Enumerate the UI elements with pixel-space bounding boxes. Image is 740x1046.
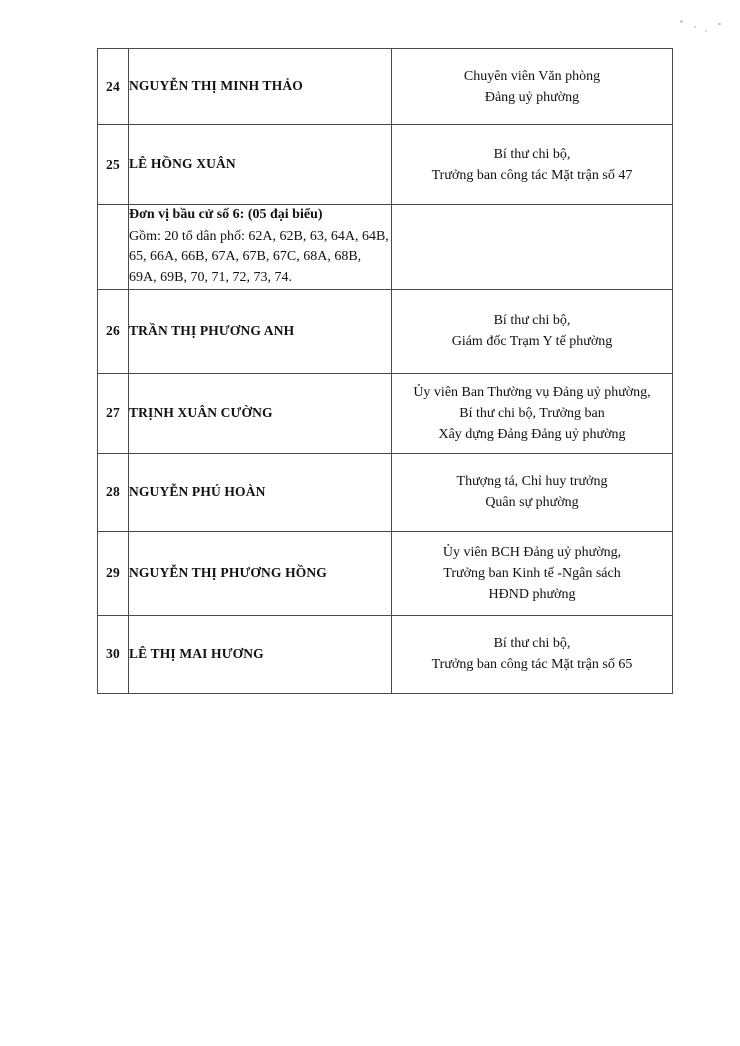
candidate-name-cell: NGUYỄN PHÚ HOÀN	[129, 453, 392, 531]
table-row	[98, 531, 673, 615]
table-row	[98, 125, 673, 205]
row-number-cell: 27	[98, 373, 129, 453]
row-number-cell: 24	[98, 49, 129, 125]
scan-artifact-speckles	[676, 18, 736, 40]
row-number-cell: 26	[98, 289, 129, 373]
table-row	[98, 615, 673, 693]
candidate-position-cell	[392, 615, 673, 693]
table-row	[98, 373, 673, 453]
candidate-position-cell	[392, 453, 673, 531]
position-line: Trưởng ban công tác Mặt trận số 47	[431, 167, 633, 183]
electoral-unit-title: Đơn vị bầu cử số 6: (05 đại biểu)	[129, 207, 323, 222]
candidate-name-cell: NGUYỄN THỊ PHƯƠNG HỒNG	[129, 531, 392, 615]
position-line: Thượng tá, Chỉ huy trưởng	[456, 474, 608, 490]
scan-speck	[705, 30, 707, 32]
candidate-name-cell: TRỊNH XUÂN CƯỜNG	[129, 373, 392, 453]
candidate-name-cell: LÊ HỒNG XUÂN	[129, 125, 392, 205]
candidate-name-cell: TRẦN THỊ PHƯƠNG ANH	[129, 289, 392, 373]
candidate-name-cell: NGUYỄN THỊ MINH THẢO	[129, 49, 392, 125]
position-line: Bí thư chi bộ, Trưởng ban	[459, 405, 605, 421]
candidate-position-cell	[392, 289, 673, 373]
candidate-position-cell	[392, 49, 673, 125]
row-number-cell: 30	[98, 615, 129, 693]
scan-speck	[694, 26, 696, 28]
row-number-cell: 29	[98, 531, 129, 615]
position-line: Xây dựng Đảng Đảng uỷ phường	[438, 426, 626, 442]
table-row	[98, 453, 673, 531]
scan-speck	[718, 23, 721, 25]
position-line: Bí thư chi bộ,	[493, 146, 571, 162]
candidate-position-cell	[392, 531, 673, 615]
table-row-section-header	[98, 205, 673, 290]
position-line: Giám đốc Trạm Y tế phường	[451, 334, 613, 350]
position-line: Trưởng ban Kinh tế -Ngân sách	[443, 565, 621, 581]
position-line: HĐND phường	[488, 586, 576, 602]
row-number-cell: 25	[98, 125, 129, 205]
candidate-name-cell: LÊ THỊ MAI HƯƠNG	[129, 615, 392, 693]
position-line: Đảng uỷ phường	[484, 89, 580, 105]
position-line: Bí thư chi bộ,	[493, 636, 571, 652]
position-line: Quân sự phường	[485, 495, 579, 511]
row-number-cell: 28	[98, 453, 129, 531]
table-body	[98, 49, 673, 694]
row-number-cell-empty	[98, 205, 129, 290]
candidate-position-cell	[392, 125, 673, 205]
candidate-position-cell	[392, 373, 673, 453]
position-line: Trưởng ban công tác Mặt trận số 65	[431, 657, 633, 673]
table-row	[98, 289, 673, 373]
candidate-position-cell-empty	[392, 205, 673, 290]
position-line: Chuyên viên Văn phòng	[463, 68, 601, 84]
candidate-list-table	[97, 48, 673, 694]
electoral-unit-header-cell	[129, 205, 392, 290]
position-line: Ủy viên Ban Thường vụ Đảng uỷ phường,	[413, 384, 651, 400]
table-row	[98, 49, 673, 125]
position-line: Bí thư chi bộ,	[493, 313, 571, 329]
position-line: Ủy viên BCH Đảng uỷ phường,	[442, 544, 622, 560]
electoral-unit-groups: Gồm: 20 tổ dân phố: 62A, 62B, 63, 64A, 64B, 65, 66A, 66B, 67A, 67B, 67C, 68A, 68B, 69A, 69B, 70, 71, 72, 73, 74.	[129, 228, 389, 286]
scan-speck	[680, 20, 683, 23]
